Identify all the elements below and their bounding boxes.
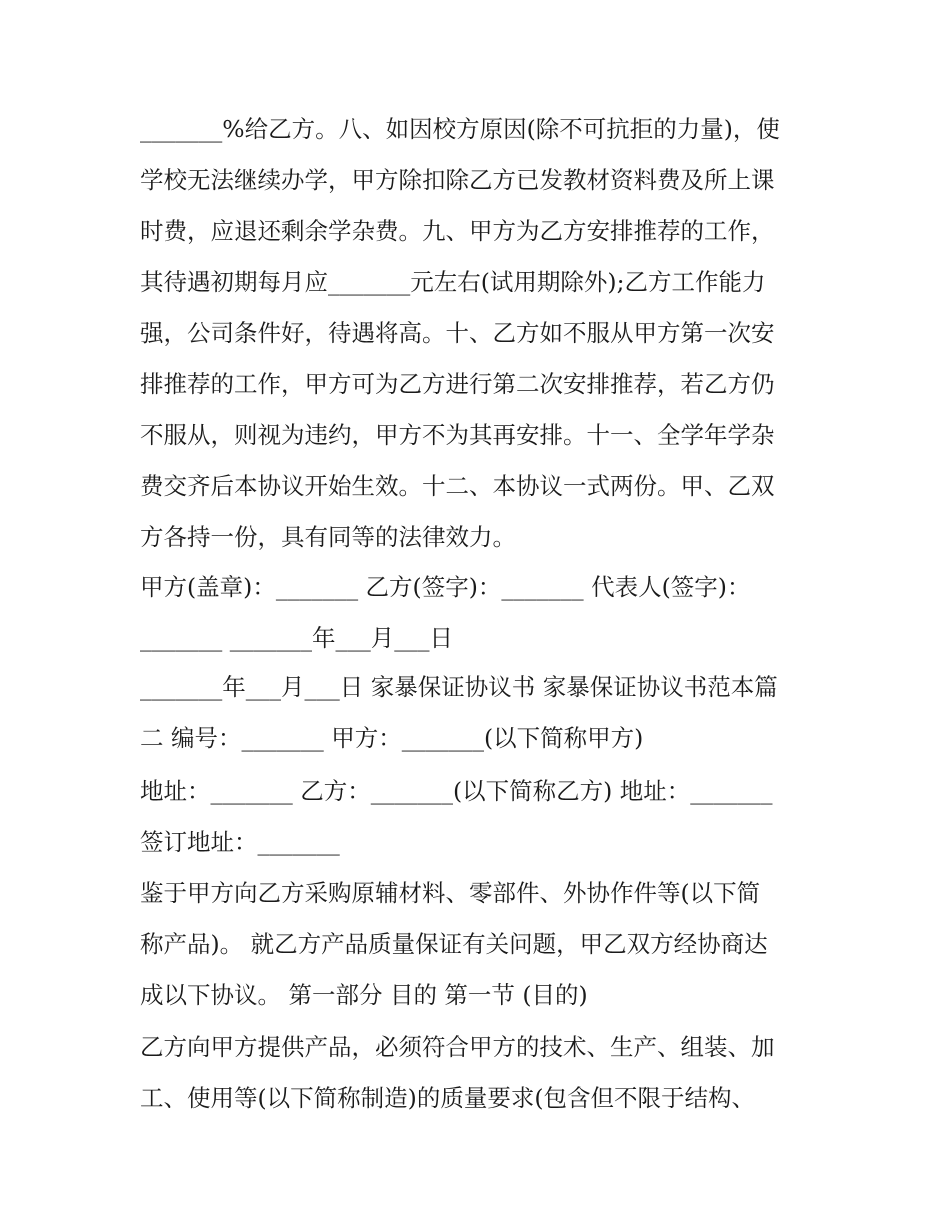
text-line: 时费，应退还剩余学杂费。九、甲方为乙方安排推荐的工作， [140,217,775,245]
second-agreement-heading [140,662,820,764]
text-line: 排推荐的工作，甲方可为乙方进行第二次安排推荐，若乙方仍 [140,370,775,398]
requirements-paragraph [140,1022,820,1124]
address-line: 地址：_______ 乙方：_______(以下简称乙方) 地址：_______ [140,777,773,805]
text-line: 乙方向甲方提供产品，必须符合甲方的技术、生产、组装、加 [140,1033,775,1061]
text-line: 方各持一份，具有同等的法律效力。 [140,523,516,551]
text-line: _______年___月___日 家暴保证协议书 家暴保证协议书范本篇 [140,673,778,701]
address-block [140,766,820,868]
text-line: 二 编号：_______ 甲方：_______(以下简称甲方) [140,724,644,752]
text-line: 费交齐后本协议开始生效。十二、本协议一式两份。甲、乙双 [140,472,775,500]
date-line: _______ _______年___月___日 [140,624,453,652]
text-line: 学校无法继续办学，甲方除扣除乙方已发教材资料费及所上课 [140,166,775,194]
text-line: 强，公司条件好，待遇将高。十、乙方如不服从甲方第一次安 [140,319,775,347]
text-line: 称产品)。 就乙方产品质量保证有关问题，甲乙双方经协商达 [140,930,768,958]
signature-line: 甲方(盖章)：_______ 乙方(签字)：_______ 代表人(签字)： [140,573,751,601]
text-line: 工、使用等(以下简称制造)的质量要求(包含但不限于结构、 [140,1084,756,1112]
text-line: 其待遇初期每月应_______元左右(试用期除外);乙方工作能力 [140,268,766,296]
text-line: 鉴于甲方向乙方采购原辅材料、零部件、外协作件等(以下简 [140,879,761,907]
signature-block [140,562,820,664]
paragraph-terms-8-to-12 [140,104,820,563]
preamble-paragraph [140,868,820,1021]
text-line: 成以下协议。 第一部分 目的 第一节 (目的) [140,981,588,1009]
signing-address-line: 签订地址：_______ [140,828,340,856]
text-line: 不服从，则视为违约，甲方不为其再安排。十一、全学年学杂 [140,421,775,449]
text-line: _______%给乙方。八、如因校方原因(除不可抗拒的力量)，使 [140,115,780,143]
